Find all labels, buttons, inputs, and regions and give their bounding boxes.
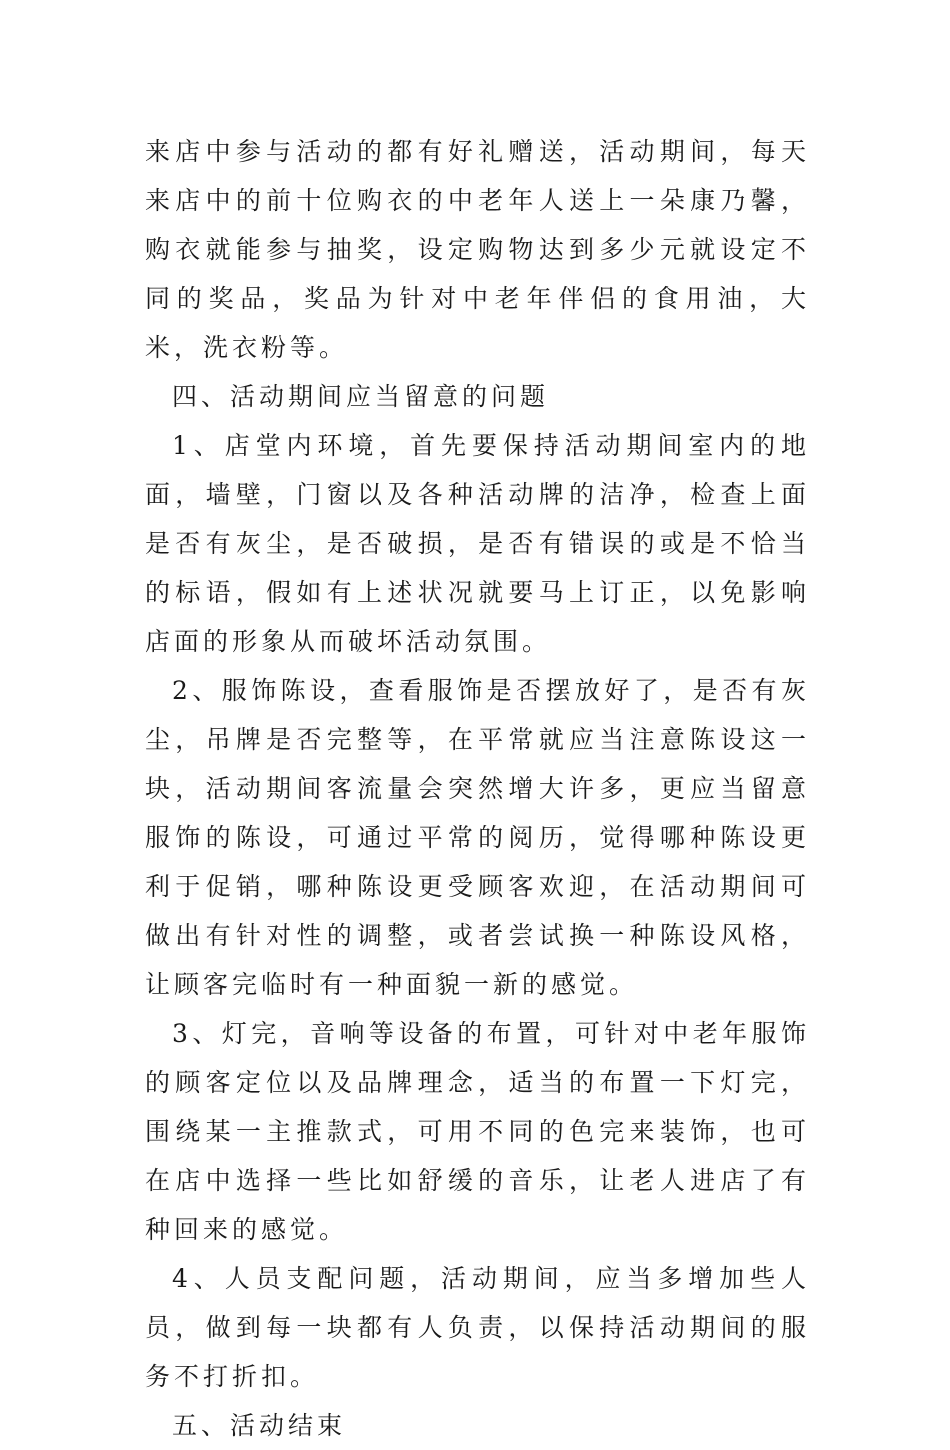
paragraph-gifts: 来店中参与活动的都有好礼赠送，活动期间，每天来店中的前十位购衣的中老年人送上一朵康乃馨，购衣就能参与抽奖，设定购物达到多少元就设定不同的奖品，奖品为针对中老年伴侣的食用油，大米，洗衣粉等。 [145, 137, 810, 362]
paragraph-clothing-display: 2、服饰陈设，查看服饰是否摆放好了，是否有灰尘，吊牌是否完整等，在平常就应当注意陈设这一块，活动期间客流量会突然增大许多，更应当留意服饰的陈设，可通过平常的阅历，觉得哪种陈设更利于促销，哪种陈设更受顾客欢迎，在活动期间可做出有针对性的调整，或者尝试换一种陈设风格，让顾客完临时有一种面貌一新的感觉。 [145, 676, 810, 999]
section-heading-end: 五、活动结束 [172, 1411, 347, 1440]
section-heading-issues: 四、活动期间应当留意的问题 [172, 382, 550, 411]
document-page [145, 127, 810, 1450]
paragraph-staffing: 4、人员支配问题，活动期间，应当多增加些人员，做到每一块都有人负责，以保持活动期间的服务不打折扣。 [145, 1264, 810, 1391]
paragraph-lighting-audio: 3、灯完，音响等设备的布置，可针对中老年服饰的顾客定位以及品牌理念，适当的布置一下灯完，围绕某一主推款式，可用不同的色完来装饰，也可在店中选择一些比如舒缓的音乐，让老人进店了有种回来的感觉。 [145, 1019, 810, 1244]
paragraph-store-environment: 1、店堂内环境，首先要保持活动期间室内的地面，墙壁，门窗以及各种活动牌的洁净，检查上面是否有灰尘，是否破损，是否有错误的或是不恰当的标语，假如有上述状况就要马上订正，以免影响店面的形象从而破坏活动氛围。 [145, 431, 810, 656]
